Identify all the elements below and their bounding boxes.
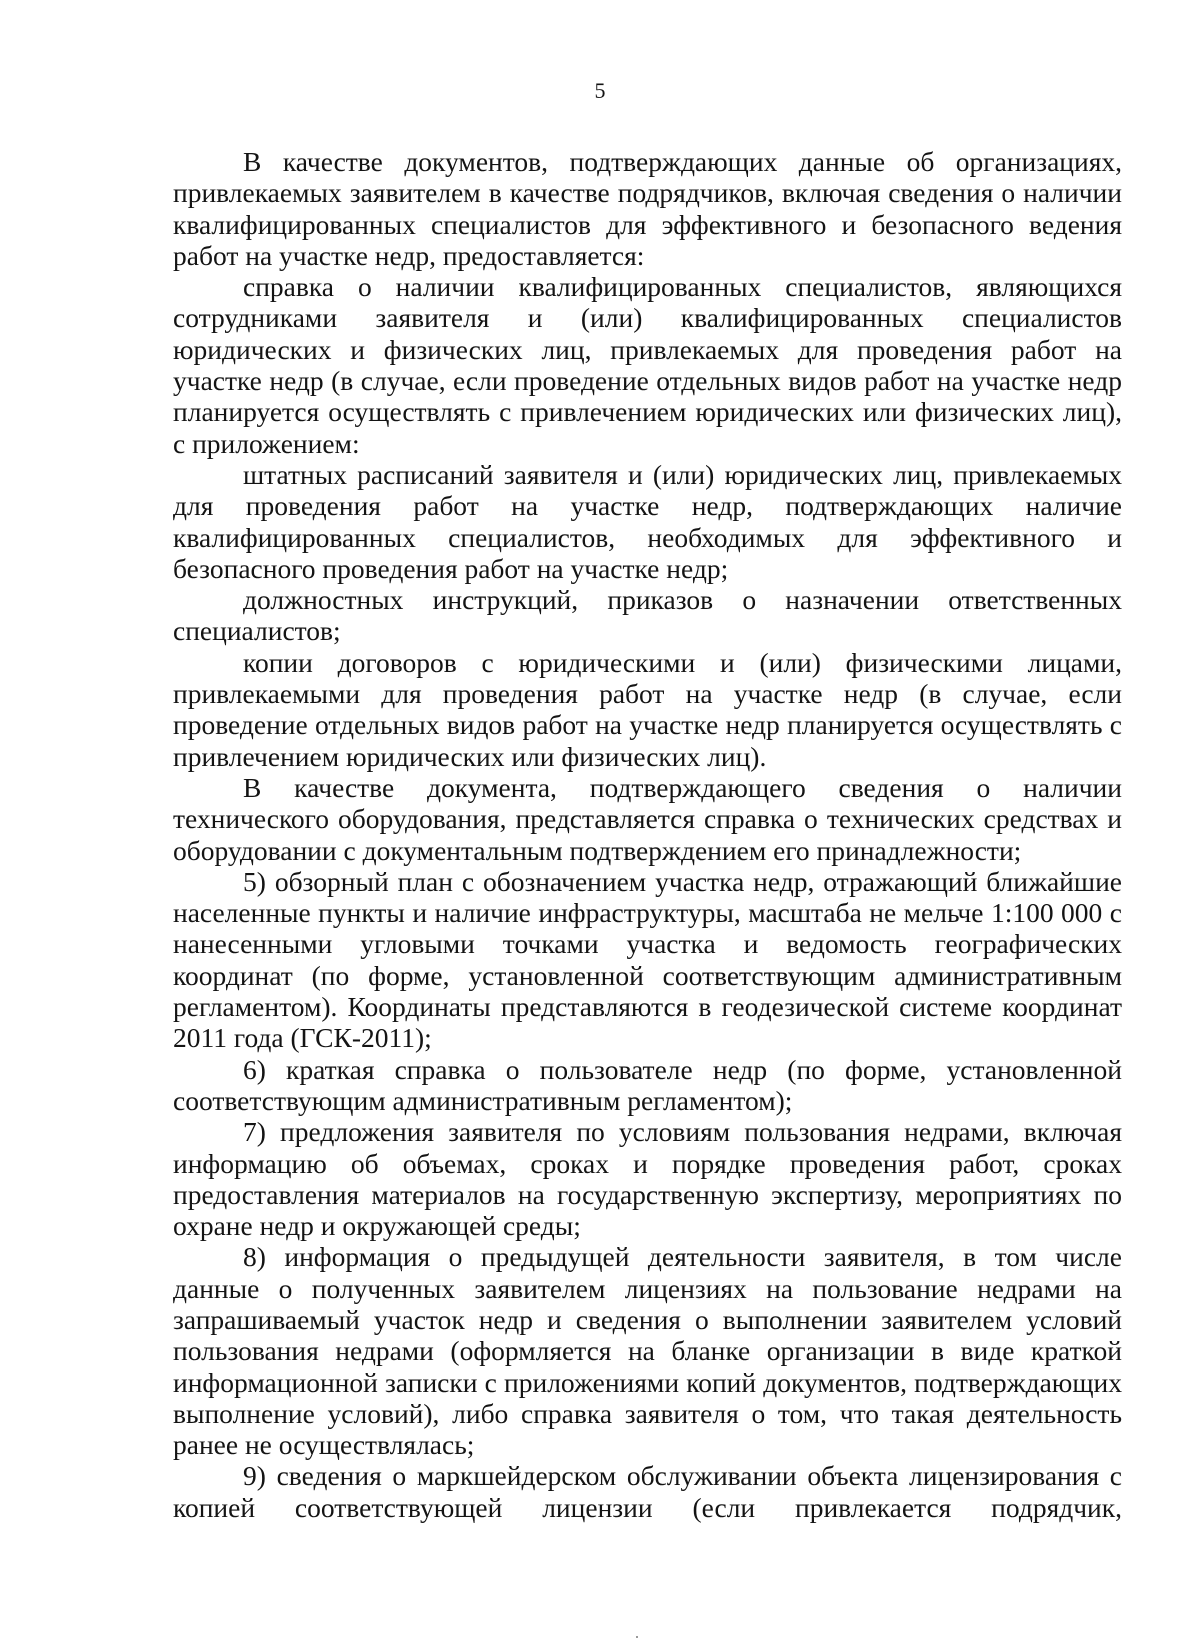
- document-body: [173, 146, 1122, 1523]
- paragraph-item-8-previous-activity: 8) информация о предыдущей деятельности заявителя, в том числе данные о полученных заявителем лицензиях на пользование недрами на запрашиваемый участок недр и сведения о выполнении заявителем условий пользования недрами (оформляется на бланке организации в виде краткой информационной записки с приложениями копий документов, подтверждающих выполнение условий), либо справка заявителя о том, что такая деятельность ранее не осуществлялась;: [173, 1241, 1122, 1461]
- paragraph-item-6-brief-certificate: 6) краткая справка о пользователе недр (по форме, установленной соответствующим административным регламентом);: [173, 1053, 1122, 1116]
- paragraph-item-5-overview-plan: 5) обзорный план с обозначением участка недр, отражающий ближайшие населенные пункты и наличие инфраструктуры, масштаба не мельче 1:100 000 с нанесенными угловыми точками участка и ведомость географических координат (по форме, установленной соответствующим административным регламентом). Координаты представляются в геодезической системе координат 2011 года (ГСК-2011);: [173, 865, 1122, 1054]
- paragraph-contract-copies: копии договоров с юридическими и (или) физическими лицами, привлекаемыми для проведения работ на участке недр (в случае, если проведение отдельных видов работ на участке недр планируется осуществлять с привлечением юридических или физических лиц).: [173, 646, 1122, 772]
- paragraph-specialists-certificate: справка о наличии квалифицированных специалистов, являющихся сотрудниками заявителя и (или) квалифицированных специалистов юридических и физических лиц, привлекаемых для проведения работ на участке недр (в случае, если проведение отдельных видов работ на участке недр планируется осуществлять с привлечением юридических или физических лиц), с приложением:: [173, 271, 1122, 459]
- page-number: 5: [594, 78, 606, 103]
- paragraph-item-7-proposals: 7) предложения заявителя по условиям пользования недрами, включая информацию об объемах, сроках и порядке проведения работ, сроках предоставления материалов на государственную экспертизу, мероприятиях по охране недр и окружающей среды;: [173, 1116, 1122, 1242]
- scan-artifact: [636, 1636, 638, 1638]
- paragraph-job-instructions: должностных инструкций, приказов о назначении ответственных специалистов;: [173, 584, 1122, 647]
- paragraph-technical-equipment: В качестве документа, подтверждающего сведения о наличии технического оборудования, представляется справка о технических средствах и оборудовании с документальным подтверждением его принадлежности;: [173, 771, 1122, 866]
- paragraph-staff-schedules: штатных расписаний заявителя и (или) юридических лиц, привлекаемых для проведения работ на участке недр, подтверждающих наличие квалифицированных специалистов, необходимых для эффективного и безопасного проведения работ на участке недр;: [173, 458, 1122, 584]
- paragraph-item-9-surveying: 9) сведения о маркшейдерском обслуживании объекта лицензирования с копией соответствующей лицензии (если привлекается подрядчик,: [173, 1460, 1122, 1523]
- paragraph-documents-contractors: В качестве документов, подтверждающих данные об организациях, привлекаемых заявителем в качестве подрядчиков, включая сведения о наличии квалифицированных специалистов для эффективного и безопасного ведения работ на участке недр, предоставляется:: [173, 146, 1122, 271]
